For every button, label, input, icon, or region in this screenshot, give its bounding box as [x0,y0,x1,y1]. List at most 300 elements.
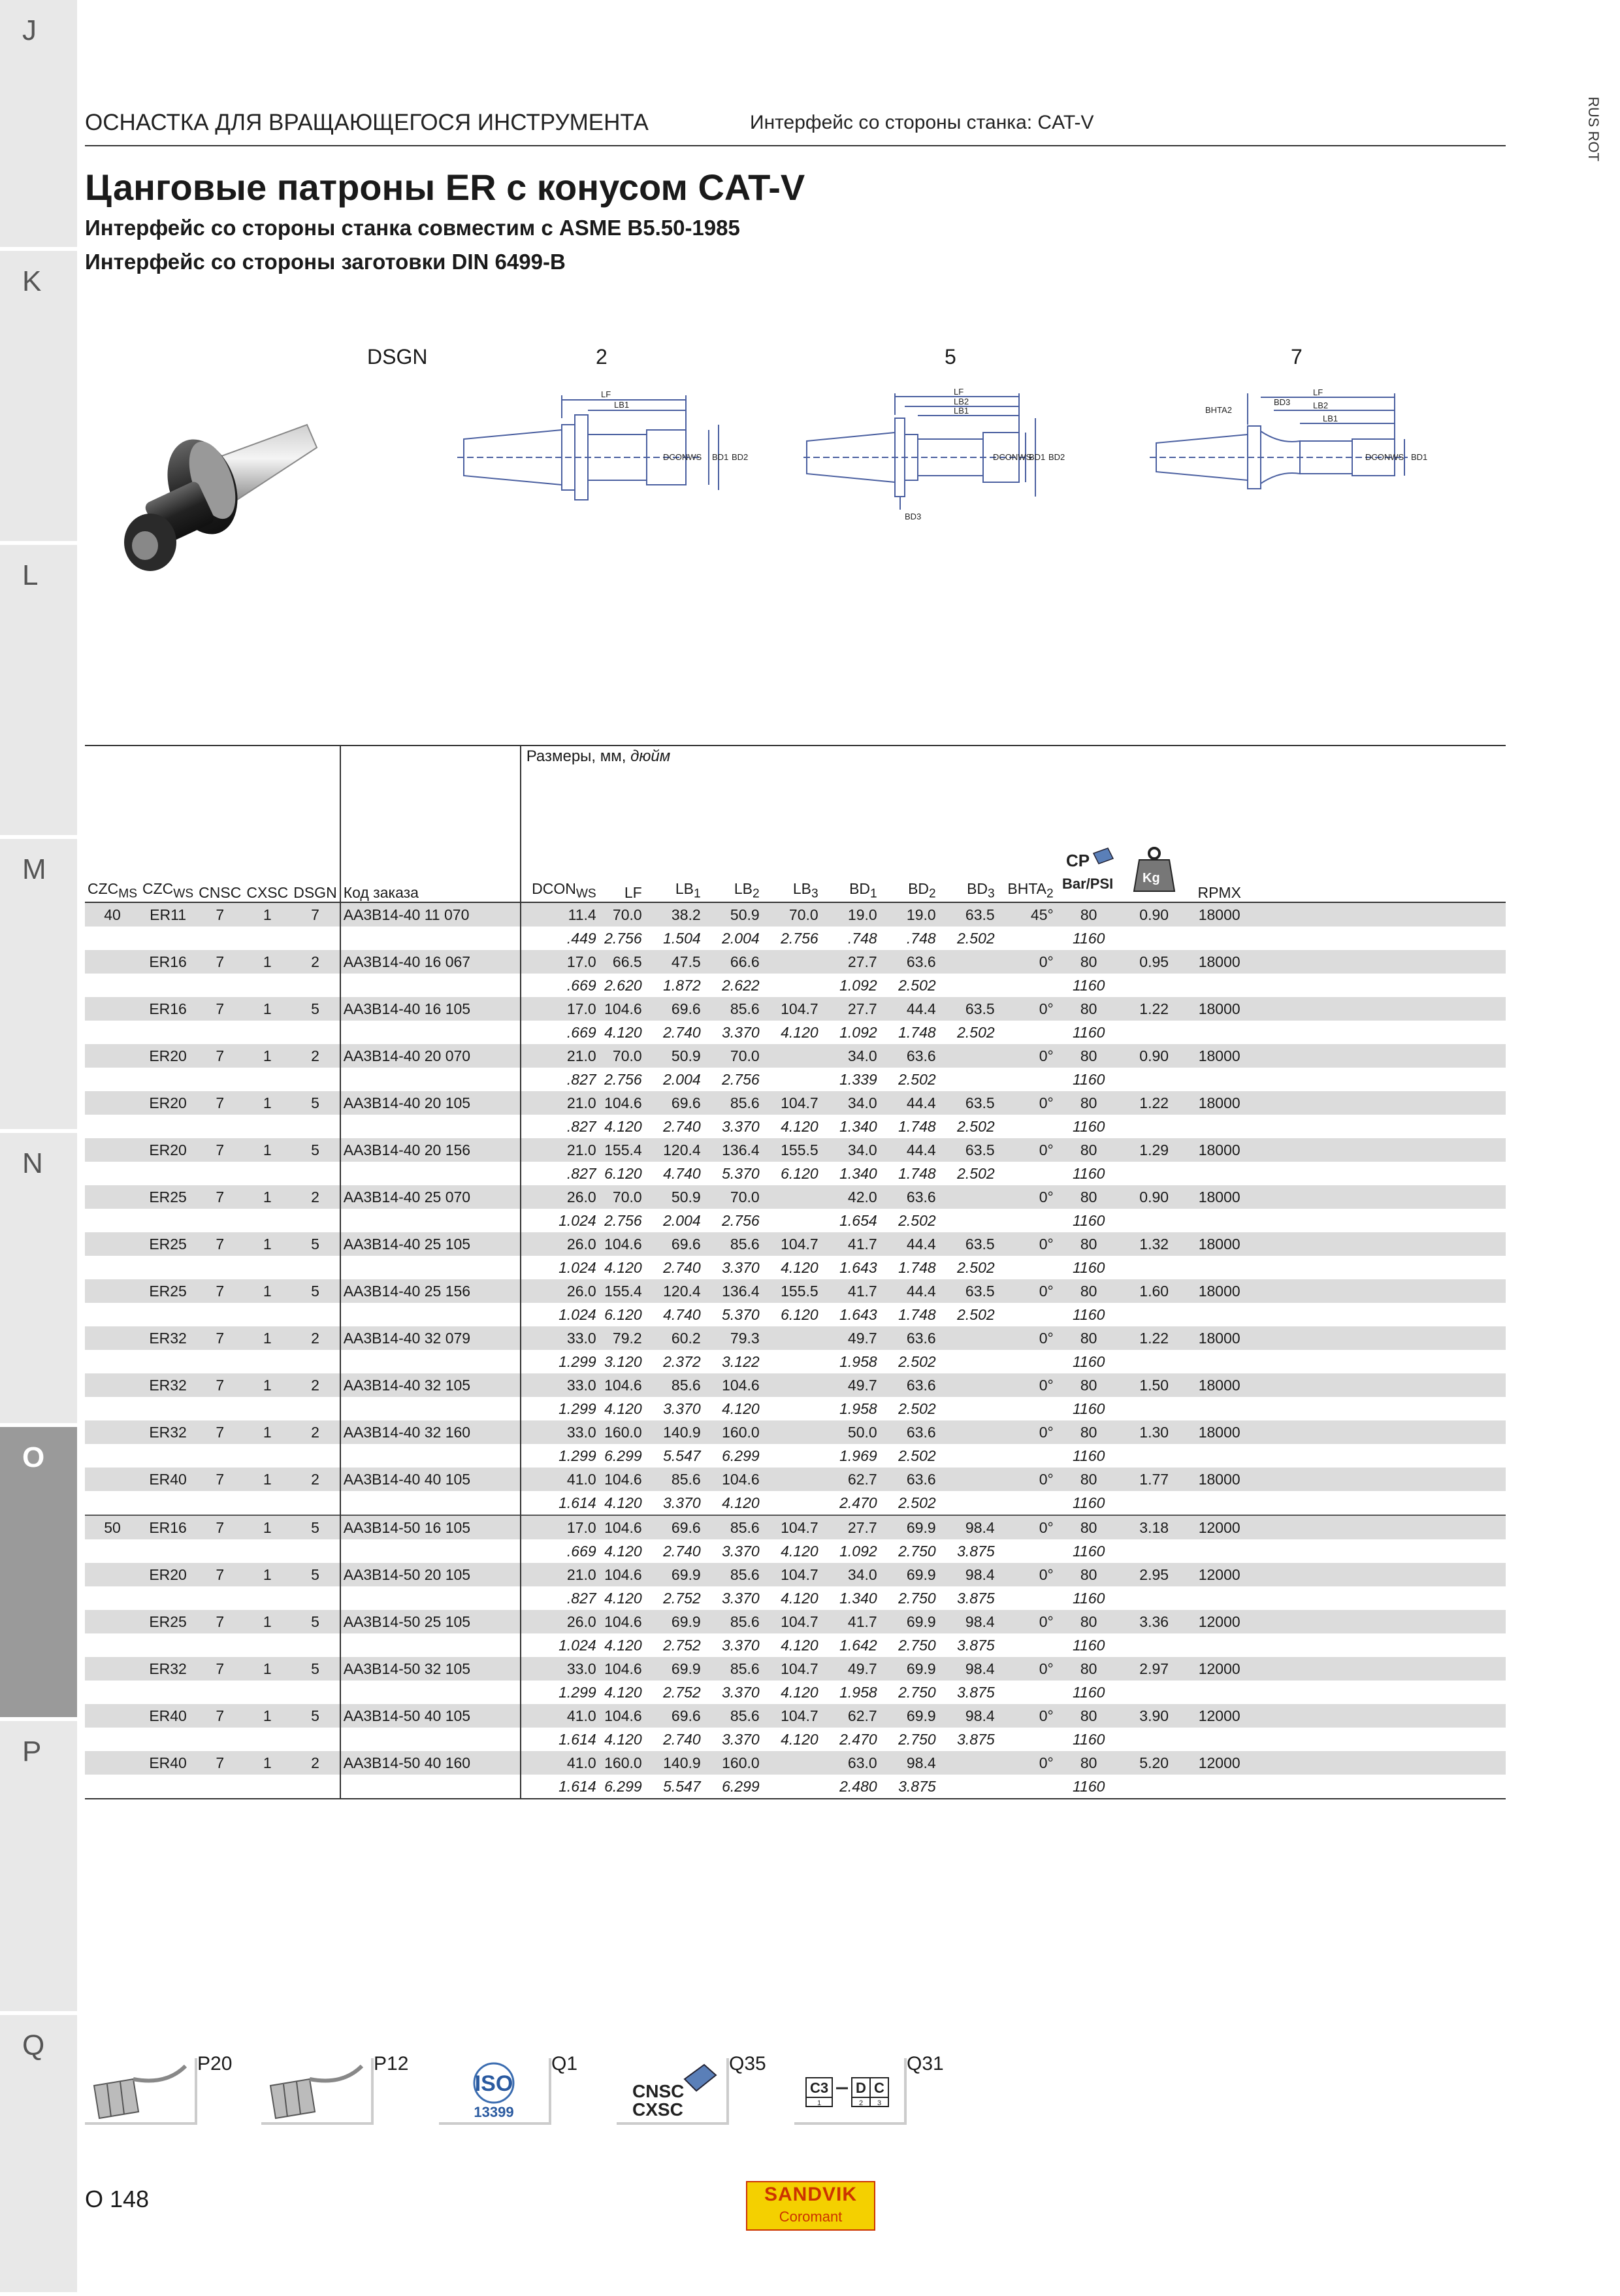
table-row-inch [85,1775,1506,1799]
cell-cnsc: 7 [196,1468,244,1491]
cell-inch-value: 1.748 [880,1303,939,1326]
cell-inch-value [762,1491,821,1515]
cell-inch-value: 4.740 [645,1162,704,1185]
cell-mm-value: 63.0 [821,1751,880,1775]
cell-inch-value [1122,1775,1187,1799]
cell-inch-value [1122,1209,1187,1232]
cell-mm-value: 1.77 [1122,1468,1187,1491]
collet-chuck-product-image [98,399,333,595]
cell-mm-value: 18000 [1187,1091,1252,1115]
cell-mm-value: 69.9 [880,1610,939,1633]
cell-czcms [85,1091,140,1115]
cell-mm-value: 120.4 [645,1138,704,1162]
brand-line2: Coromant [779,2208,843,2225]
cell-inch-value: 2.740 [645,1256,704,1279]
cell-inch-value [1187,1397,1252,1420]
cell-inch-value [1122,1491,1187,1515]
drawing-7-lb1: LB1 [1323,414,1338,423]
cell-mm-value: 0° [997,1279,1056,1303]
cell-inch-value: 3.370 [704,1256,762,1279]
table-row [85,1373,1506,1397]
cell-cxsc: 1 [244,1326,291,1350]
cell-inch-value: 4.120 [599,1681,645,1704]
cell-cxsc: 1 [244,1563,291,1586]
cell-order-code: AA3B14-50 40 160 [340,1751,521,1775]
cell-mm-value [939,1185,997,1209]
cell-mm-value: 98.4 [939,1563,997,1586]
cell-mm-value: 34.0 [821,1138,880,1162]
cell-dsgn: 2 [291,1373,340,1397]
cell-inch-value [939,1068,997,1091]
cell-inch-value [1122,974,1187,997]
cell-czcws: ER20 [140,1044,196,1068]
cell-inch-value: 2.750 [880,1539,939,1563]
cell-inch-value: 3.875 [939,1633,997,1657]
dsgn-7-label: 7 [1291,345,1303,369]
ref-q35[interactable] [617,2053,766,2124]
cell-mm-value: 155.5 [762,1138,821,1162]
cell-mm-value: 104.7 [762,1657,821,1681]
ref-p20[interactable] [85,2053,233,2124]
cell-mm-value: 12000 [1187,1704,1252,1728]
cell-mm-value: 34.0 [821,1563,880,1586]
table-row [85,1751,1506,1775]
cell-cxsc: 1 [244,1279,291,1303]
cell-inch-value [1122,1539,1187,1563]
cell-inch-value: 1.614 [521,1728,599,1751]
cell-mm-value [762,1468,821,1491]
cell-inch-value: 4.120 [599,1539,645,1563]
cell-inch-value [997,1681,1056,1704]
cell-inch-value: 2.620 [599,974,645,997]
cell-order-code: AA3B14-40 32 105 [340,1373,521,1397]
ref-p12[interactable] [261,2053,409,2124]
drawing-7-bd3: BD3 [1274,397,1291,407]
cell-mm-value: 63.5 [939,997,997,1021]
cell-inch-value [762,1350,821,1373]
cell-czcms [85,1468,140,1491]
cell-inch-value: 1.024 [521,1256,599,1279]
cell-dsgn: 7 [291,902,340,927]
cell-inch-value: 1160 [1056,1681,1122,1704]
cell-inch-value: 3.370 [704,1633,762,1657]
ref-q35-label: Q35 [729,2053,766,2075]
col-rpmx: RPMX [1187,845,1252,902]
cell-inch-value [762,1068,821,1091]
tab-q[interactable] [0,2011,77,2296]
cell-mm-value: 34.0 [821,1091,880,1115]
table-row-inch [85,974,1506,997]
cell-mm-value: 104.7 [762,1091,821,1115]
cell-inch-value: .748 [880,927,939,950]
cell-cxsc: 1 [244,1751,291,1775]
cell-inch-value: 2.372 [645,1350,704,1373]
cell-mm-value: 140.9 [645,1751,704,1775]
cell-mm-value: 104.6 [599,1232,645,1256]
table-row [85,1232,1506,1256]
cell-mm-value: 44.4 [880,1279,939,1303]
cell-cnsc: 7 [196,1563,244,1586]
cell-inch-value [1122,1021,1187,1044]
cell-inch-value [1187,1350,1252,1373]
cell-mm-value: 80 [1056,1420,1122,1444]
cell-inch-value: 2.470 [821,1728,880,1751]
cell-inch-value: 1.504 [645,927,704,950]
cell-inch-value: 1.339 [821,1068,880,1091]
cell-inch-value: 4.120 [762,1021,821,1044]
cell-cnsc: 7 [196,1091,244,1115]
cell-mm-value: 12000 [1187,1563,1252,1586]
cell-mm-value: 11.4 [521,902,599,927]
cell-inch-value: 2.502 [880,1209,939,1232]
ref-q31[interactable] [794,2053,944,2124]
cell-mm-value: 41.0 [521,1704,599,1728]
cell-inch-value [939,1491,997,1515]
cell-dsgn: 5 [291,1657,340,1681]
col-czcms: $CZC_{MS}$ [85,845,140,902]
cell-inch-value [762,1775,821,1799]
cell-inch-value [997,1397,1056,1420]
tab-o[interactable] [0,1423,77,1721]
cell-inch-value: 1160 [1056,974,1122,997]
cell-czcms [85,1563,140,1586]
cell-inch-value [1122,1256,1187,1279]
cell-mm-value [939,1751,997,1775]
cell-mm-value: 26.0 [521,1232,599,1256]
cell-inch-value: 2.756 [599,927,645,950]
cell-inch-value: 3.122 [704,1350,762,1373]
cell-inch-value: 1.340 [821,1115,880,1138]
dsgn-label: DSGN [367,345,428,369]
cell-czcms [85,1279,140,1303]
cell-mm-value: 12000 [1187,1751,1252,1775]
drawing-5-bd3: BD3 [905,512,922,521]
cell-inch-value: 1.299 [521,1350,599,1373]
svg-text:13399: 13399 [474,2104,514,2120]
cell-mm-value: 69.6 [645,1232,704,1256]
cell-mm-value: 155.4 [599,1138,645,1162]
cell-inch-value [762,1444,821,1468]
cell-mm-value: 80 [1056,1044,1122,1068]
brand-line1: SANDVIK [764,2184,857,2205]
cell-inch-value: 3.875 [939,1728,997,1751]
cell-order-code: AA3B14-40 32 079 [340,1326,521,1350]
cell-mm-value: 62.7 [821,1704,880,1728]
cell-mm-value: 0.90 [1122,1185,1187,1209]
cell-inch-value: .827 [521,1162,599,1185]
col-coolant-pressure [1056,845,1122,902]
cell-inch-value [1122,1444,1187,1468]
cell-cnsc: 7 [196,1044,244,1068]
cell-mm-value [939,1044,997,1068]
tab-n[interactable] [0,1129,77,1427]
cell-inch-value: 1160 [1056,1397,1122,1420]
cell-inch-value: 2.470 [821,1491,880,1515]
cell-mm-value: 69.9 [880,1515,939,1539]
cell-inch-value: 4.120 [599,1397,645,1420]
cell-inch-value: 1160 [1056,1444,1122,1468]
svg-text:1: 1 [817,2099,822,2107]
cell-inch-value: 4.120 [762,1728,821,1751]
cell-inch-value: 3.370 [704,1681,762,1704]
cell-mm-value: 18000 [1187,1138,1252,1162]
cell-inch-value: 1160 [1056,1021,1122,1044]
cell-czcms [85,1044,140,1068]
drawing-dsgn-2 [457,379,764,536]
cell-mm-value: 80 [1056,1326,1122,1350]
table-row-inch [85,1633,1506,1657]
table-row-inch [85,1397,1506,1420]
cell-mm-value: 140.9 [645,1420,704,1444]
cell-inch-value: 3.370 [704,1021,762,1044]
cell-mm-value: 85.6 [704,1657,762,1681]
cell-mm-value: 0° [997,1563,1056,1586]
table-row-inch [85,1162,1506,1185]
cell-inch-value: 2.752 [645,1633,704,1657]
cell-mm-value [762,1044,821,1068]
weight-kg-icon [1131,845,1177,898]
cell-inch-value [997,1068,1056,1091]
table-row [85,1279,1506,1303]
cell-mm-value: 0° [997,1326,1056,1350]
cell-dsgn: 5 [291,1232,340,1256]
dsgn-2-label: 2 [596,345,608,369]
table-row [85,1704,1506,1728]
cell-mm-value [939,1420,997,1444]
cell-dsgn: 5 [291,1279,340,1303]
col-czcws: $CZC_{WS}$ [140,845,196,902]
cell-order-code: AA3B14-40 16 067 [340,950,521,974]
cell-inch-value: 1160 [1056,1256,1122,1279]
cell-inch-value [1122,1728,1187,1751]
cell-mm-value: 80 [1056,1279,1122,1303]
cell-inch-value: 3.370 [704,1728,762,1751]
cell-inch-value: 2.756 [599,1209,645,1232]
col-bd2: $BD_2$ [880,845,939,902]
cell-mm-value: 18000 [1187,997,1252,1021]
cell-inch-value: 2.752 [645,1586,704,1610]
cell-mm-value: 41.7 [821,1232,880,1256]
cell-order-code: AA3B14-40 25 105 [340,1232,521,1256]
cell-mm-value: 27.7 [821,950,880,974]
collet-icon [264,2059,368,2122]
cell-mm-value: 18000 [1187,1185,1252,1209]
page-subtitle-workpiece: Интерфейс со стороны заготовки DIN 6499-B [85,250,566,274]
cell-mm-value: 0° [997,1091,1056,1115]
tab-l[interactable] [0,541,77,839]
cell-mm-value: 85.6 [645,1373,704,1397]
cell-mm-value: 49.7 [821,1657,880,1681]
ref-q1[interactable] [439,2053,578,2124]
cell-mm-value: 17.0 [521,997,599,1021]
table-row [85,902,1506,927]
cell-inch-value [997,1586,1056,1610]
cell-inch-value: 2.004 [645,1068,704,1091]
cell-czcms [85,997,140,1021]
tab-k[interactable] [0,247,77,545]
cell-cxsc: 1 [244,1468,291,1491]
cell-inch-value: 6.120 [599,1303,645,1326]
cell-inch-value: 1.654 [821,1209,880,1232]
cell-inch-value: 1.969 [821,1444,880,1468]
cell-inch-value: 3.120 [599,1350,645,1373]
cell-mm-value: 63.6 [880,1373,939,1397]
cell-inch-value [939,1775,997,1799]
ref-p20-label: P20 [197,2053,233,2075]
cell-mm-value: 104.7 [762,1563,821,1586]
cell-inch-value: 1160 [1056,1728,1122,1751]
cell-mm-value: 160.0 [599,1751,645,1775]
col-bhta2: $BHTA_2$ [997,845,1056,902]
cell-dsgn: 5 [291,1704,340,1728]
cell-mm-value: 18000 [1187,1468,1252,1491]
tab-m[interactable] [0,835,77,1133]
cell-mm-value: 98.4 [939,1610,997,1633]
cell-inch-value: 1.748 [880,1256,939,1279]
cell-inch-value: 1.299 [521,1397,599,1420]
cell-mm-value [762,1751,821,1775]
cell-inch-value: 6.120 [762,1303,821,1326]
cell-mm-value: 104.6 [704,1373,762,1397]
cell-mm-value: 80 [1056,1138,1122,1162]
cell-mm-value: 104.6 [599,1468,645,1491]
table-row-inch [85,1303,1506,1326]
cell-order-code: AA3B14-50 20 105 [340,1563,521,1586]
cell-czcws: ER40 [140,1751,196,1775]
col-cxsc: CXSC [244,845,291,902]
cell-inch-value: 1160 [1056,1162,1122,1185]
cell-cnsc: 7 [196,1373,244,1397]
cell-mm-value: 1.30 [1122,1420,1187,1444]
cell-mm-value [939,950,997,974]
cell-mm-value: 18000 [1187,1326,1252,1350]
cell-czcws: ER11 [140,902,196,927]
cell-inch-value [1187,1209,1252,1232]
cell-inch-value: .669 [521,1539,599,1563]
tab-o-label: O [22,1441,45,1473]
sandvik-coromant-logo [746,2181,875,2231]
cell-inch-value: 1.092 [821,974,880,997]
cell-inch-value [1187,1162,1252,1185]
col-lb2: $LB_2$ [704,845,762,902]
cell-mm-value: 69.6 [645,1704,704,1728]
drawing-5-lf: LF [954,387,964,397]
drawing-2-bd1: BD1 [712,452,729,462]
cell-inch-value: 5.370 [704,1162,762,1185]
cell-czcws: ER25 [140,1610,196,1633]
collet-icon [88,2059,192,2122]
cell-inch-value [997,1633,1056,1657]
cell-inch-value [1122,1350,1187,1373]
cell-cxsc: 1 [244,1044,291,1068]
tab-p[interactable] [0,1717,77,2015]
svg-text:C3: C3 [809,2080,829,2096]
cell-czcms [85,1420,140,1444]
cell-mm-value: 18000 [1187,1373,1252,1397]
svg-text:C: C [874,2080,884,2096]
cell-order-code: AA3B14-40 20 070 [340,1044,521,1068]
cell-cxsc: 1 [244,1704,291,1728]
svg-text:ISO: ISO [474,2071,513,2096]
cell-inch-value: 1.092 [821,1021,880,1044]
cell-mm-value: 104.6 [599,1610,645,1633]
cell-inch-value [1187,1444,1252,1468]
cell-mm-value: 70.0 [704,1044,762,1068]
iso-13399-icon [442,2059,546,2122]
cell-inch-value: 2.502 [880,1444,939,1468]
tab-l-label: L [22,559,39,591]
svg-text:CP: CP [1065,851,1090,870]
cell-mm-value: 70.0 [704,1185,762,1209]
cell-mm-value: 63.5 [939,1232,997,1256]
cell-mm-value: 26.0 [521,1185,599,1209]
side-tab-bar [0,0,77,2292]
cell-mm-value: 69.9 [880,1563,939,1586]
cell-czcws: ER32 [140,1326,196,1350]
col-dconws: $DCON_{WS}$ [521,845,599,902]
cell-inch-value [997,1350,1056,1373]
dims-caption: Размеры, мм, дюйм [521,746,1506,845]
cell-mm-value: 17.0 [521,1515,599,1539]
cell-inch-value: .748 [821,927,880,950]
cell-mm-value: 70.0 [599,902,645,927]
tab-p-label: P [22,1735,42,1767]
cell-inch-value: 1160 [1056,1775,1122,1799]
cell-mm-value: 104.6 [599,997,645,1021]
cell-cnsc: 7 [196,1279,244,1303]
cell-czcws: ER25 [140,1279,196,1303]
cell-inch-value: 1.642 [821,1633,880,1657]
cell-inch-value [939,1444,997,1468]
cell-mm-value: 80 [1056,1657,1122,1681]
cell-czcms [85,1373,140,1397]
cell-inch-value [997,1021,1056,1044]
cell-mm-value: 104.7 [762,1610,821,1633]
cell-inch-value [1187,1539,1252,1563]
drawing-dsgn-7 [1150,379,1463,536]
page-number: O 148 [85,2186,150,2212]
table-row-inch [85,1115,1506,1138]
col-bd3: $BD_3$ [939,845,997,902]
cell-czcws: ER16 [140,950,196,974]
cell-mm-value: 104.6 [599,1657,645,1681]
cell-mm-value: 0° [997,1044,1056,1068]
cell-cxsc: 1 [244,997,291,1021]
drawing-7-lb2: LB2 [1313,401,1329,410]
table-row [85,950,1506,974]
cell-mm-value: 85.6 [645,1468,704,1491]
cell-inch-value: 4.120 [762,1256,821,1279]
cell-inch-value: 2.502 [880,1397,939,1420]
table-row [85,1657,1506,1681]
cell-inch-value: 6.120 [762,1162,821,1185]
col-order-code: Код заказа [340,845,521,902]
cell-dsgn: 2 [291,1044,340,1068]
cell-cxsc: 1 [244,1091,291,1115]
cell-inch-value: 3.875 [939,1539,997,1563]
cell-mm-value: 80 [1056,1610,1122,1633]
cell-inch-value: 1160 [1056,1586,1122,1610]
cell-cxsc: 1 [244,1610,291,1633]
cell-mm-value: 69.9 [645,1563,704,1586]
cell-inch-value [762,974,821,997]
svg-text:Bar/PSI: Bar/PSI [1061,876,1113,892]
cell-inch-value: .827 [521,1068,599,1091]
ref-q1-label: Q1 [551,2053,578,2075]
cell-mm-value: 0° [997,950,1056,974]
cell-mm-value: 42.0 [821,1185,880,1209]
cell-mm-value: 33.0 [521,1373,599,1397]
